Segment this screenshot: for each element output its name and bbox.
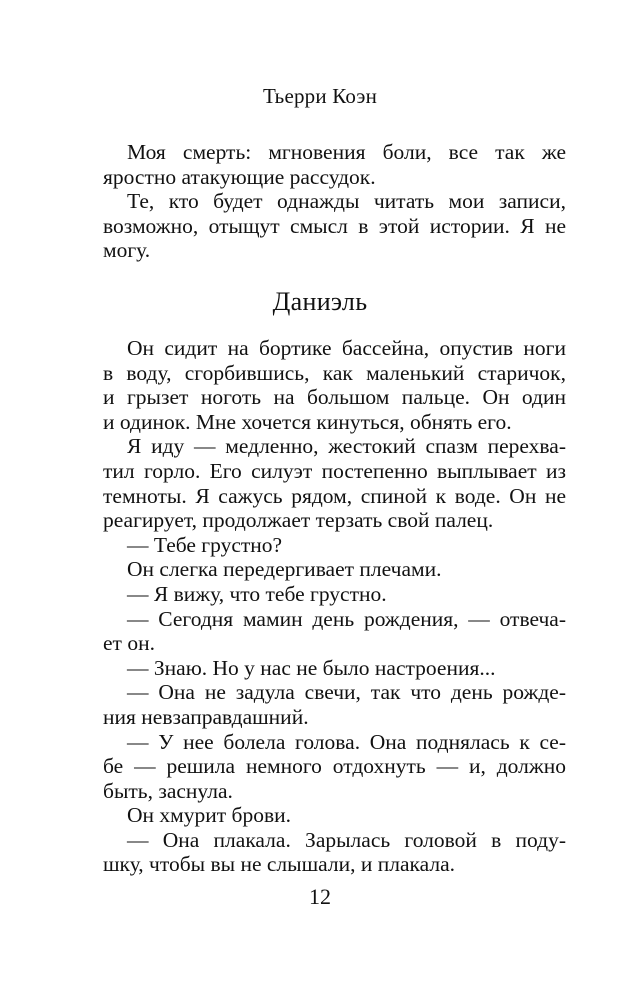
text-line: в воду, сгорбившись, как маленький старичок, (103, 360, 566, 385)
text-line: — Она плакала. Зарылась головой в поду- (127, 827, 566, 852)
text-line: Он сидит на бортике бассейна, опустив ноги (127, 336, 566, 360)
text-line: ет он. (103, 631, 155, 656)
chapter-heading: Даниэль (272, 287, 368, 316)
text-line: — Она не задула свечи, так что день рожде- (127, 680, 566, 705)
text-line: — Знаю. Но у нас не было настроения... (127, 655, 496, 680)
text-line: яростно атакующие рассудок. (103, 164, 376, 189)
text-line: темноты. Я сажусь рядом, спиной к воде. Он не (103, 483, 566, 508)
text-line: Он хмурит брови. (127, 803, 292, 828)
text-line: Он слегка передергивает плечами. (127, 557, 442, 582)
text-line: шку, чтобы вы не слышали, и плакала. (103, 852, 456, 877)
text-line: ния невзаправдашний. (103, 704, 309, 729)
text-line: быть, заснула. (103, 778, 233, 803)
text-line: Я иду — медленно, жестокий спазм перехва- (127, 434, 566, 459)
text-line: — Тебе грустно? (127, 532, 283, 557)
text-line: Те, кто будет однажды читать мои записи, (127, 189, 566, 214)
text-line: — У нее болела голова. Она поднялась к се- (127, 729, 566, 754)
text-line: — Сегодня мамин день рождения, — отвеча- (127, 606, 566, 631)
text-line: — Я вижу, что тебе грустно. (127, 581, 387, 606)
text-line: реагирует, продолжает терзать свой палец. (103, 508, 494, 533)
text-line: бе — решила немного отдохнуть — и, должно (103, 754, 566, 779)
intro-paragraphs (103, 140, 566, 263)
text-line: тил горло. Его силуэт постепенно выплывает из (103, 458, 566, 483)
text-line: и грызет ноготь на большом пальце. Он один (103, 385, 566, 410)
text-line: и одинок. Мне хочется кинуться, обнять его. (103, 409, 512, 434)
chapter-body (103, 336, 566, 877)
text-line: могу. (103, 238, 151, 263)
text-line: Моя смерть: мгновения боли, все так же (127, 140, 566, 164)
text-line: возможно, отыщут смысл в этой истории. Я не (103, 213, 566, 238)
page-number: 12 (309, 884, 331, 909)
running-head: Тьерри Коэн (262, 84, 378, 108)
